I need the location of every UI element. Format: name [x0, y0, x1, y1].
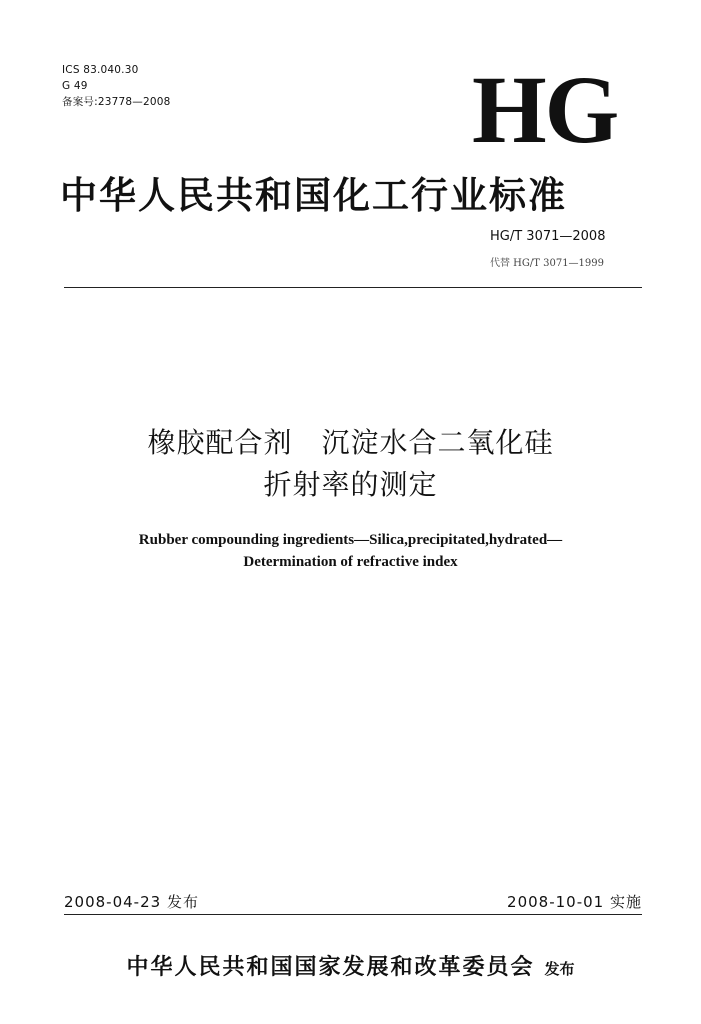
standard-number: HG/T 3071—2008	[490, 229, 606, 244]
issuer-action: 发布	[544, 960, 575, 978]
title-en-line1: Rubber compounding ingredients—Silica,precipitated,hydrated—	[138, 532, 563, 548]
issue-date: 2008-04-23 发布	[64, 893, 199, 911]
issuer	[0, 950, 701, 981]
implementation-date: 2008-10-01 实施	[507, 893, 642, 911]
header-divider	[64, 287, 642, 288]
record-number: 备案号:23778—2008	[62, 96, 171, 108]
ics-code: ICS 83.040.30	[62, 64, 139, 76]
standard-title: 中华人民共和国化工行业标准	[60, 173, 567, 217]
replaces-standard: 代替 HG/T 3071—1999	[490, 258, 605, 269]
meta-block	[62, 62, 170, 110]
title-cn-line1: 橡胶配合剂 沉淀水合二氧化硅	[147, 426, 554, 459]
title-en-line2: Determination of refractive index	[243, 554, 458, 570]
title-cn-line2: 折射率的测定	[263, 468, 438, 501]
footer-divider	[64, 914, 642, 915]
issuer-name: 中华人民共和国国家发展和改革委员会	[126, 954, 535, 980]
classification-code: G 49	[62, 80, 88, 92]
hg-logo: HG	[472, 56, 618, 163]
